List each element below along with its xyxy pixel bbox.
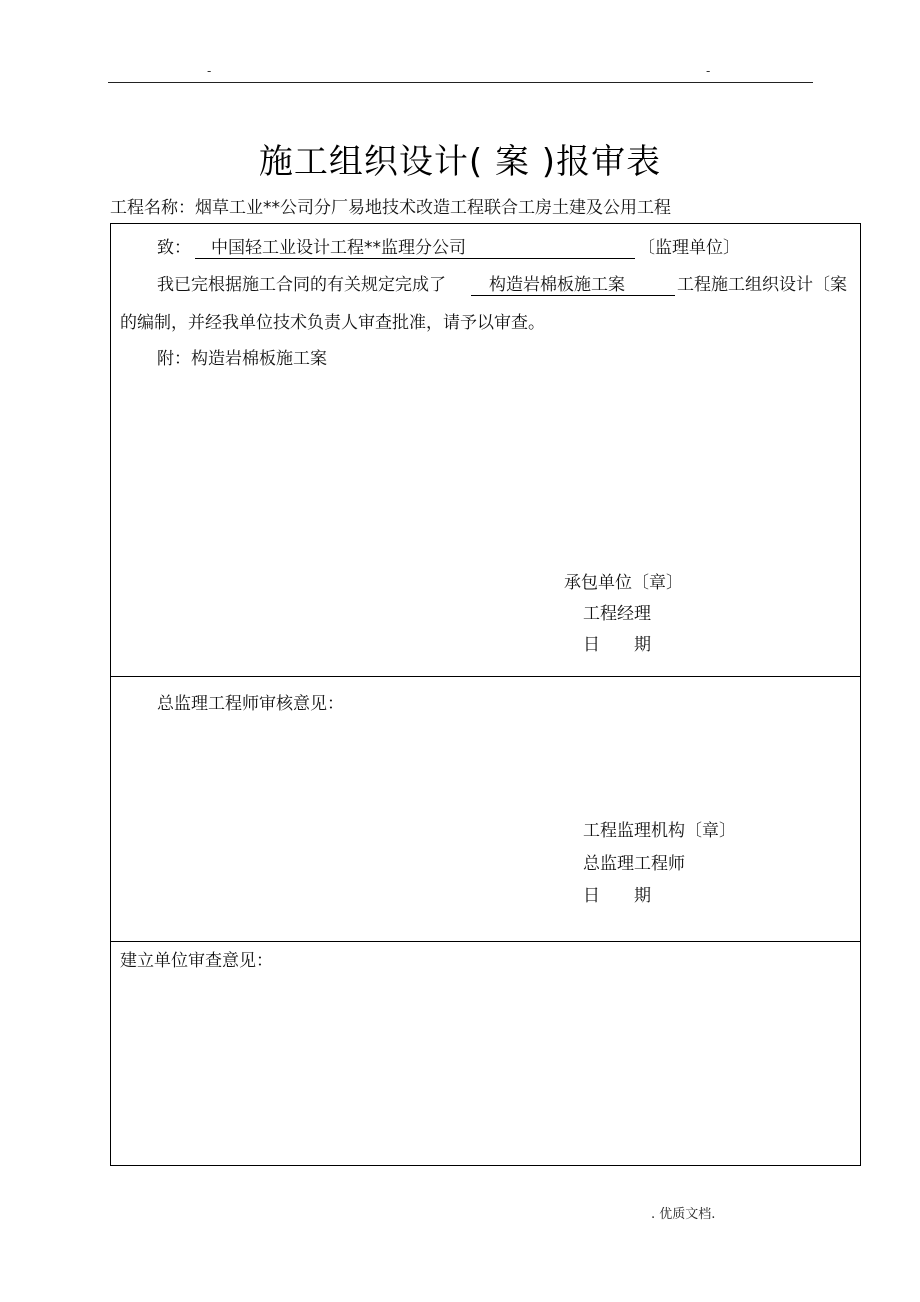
supervision-sign-person: 总监理工程师 [583,854,685,874]
header-rule [108,82,813,83]
project-line [110,196,671,220]
body-suffix: 工程施工组织设计〔案 [677,275,847,295]
supervision-sign-date: 日 期 [583,886,651,906]
to-suffix: 〔监理单位〕 [638,238,740,258]
contractor-sign-date: 日 期 [583,635,651,655]
contractor-sign-person: 工程经理 [583,604,651,624]
section-divider [111,941,860,942]
project-name: 烟草工业**公司分厂易地技术改造工程联合工房土建及公用工程 [195,198,671,218]
to-label: 致： [157,238,191,258]
project-label: 工程名称： [110,198,195,218]
body-prefix: 我已完根据施工合同的有关规定完成了 [157,275,446,295]
body-line2: 的编制，并经我单位技术负责人审查批准，请予以审查。 [120,313,545,333]
contractor-sign-org: 承包单位〔章〕 [564,573,683,593]
supervision-sign-org: 工程监理机构〔章〕 [583,821,736,841]
body-item: 构造岩棉板施工案 [489,275,625,295]
chief-opinion-heading: 总监理工程师审核意见： [157,694,344,714]
section-divider [111,676,860,677]
body-item-underline [471,295,675,296]
review-form [110,223,861,1166]
to-supervisor-value: 中国轻工业设计工程**监理分公司 [211,238,466,258]
footer-note: . 优质文档. [651,1207,716,1222]
header-right-mark: - [706,64,711,78]
page-title: 施工组织设计( 案 )报审表 [258,142,662,182]
to-underline [195,258,635,259]
owner-opinion-heading: 建立单位审查意见： [120,951,273,971]
attachment: 附：构造岩棉板施工案 [157,349,327,369]
header-left-mark: - [207,64,212,78]
